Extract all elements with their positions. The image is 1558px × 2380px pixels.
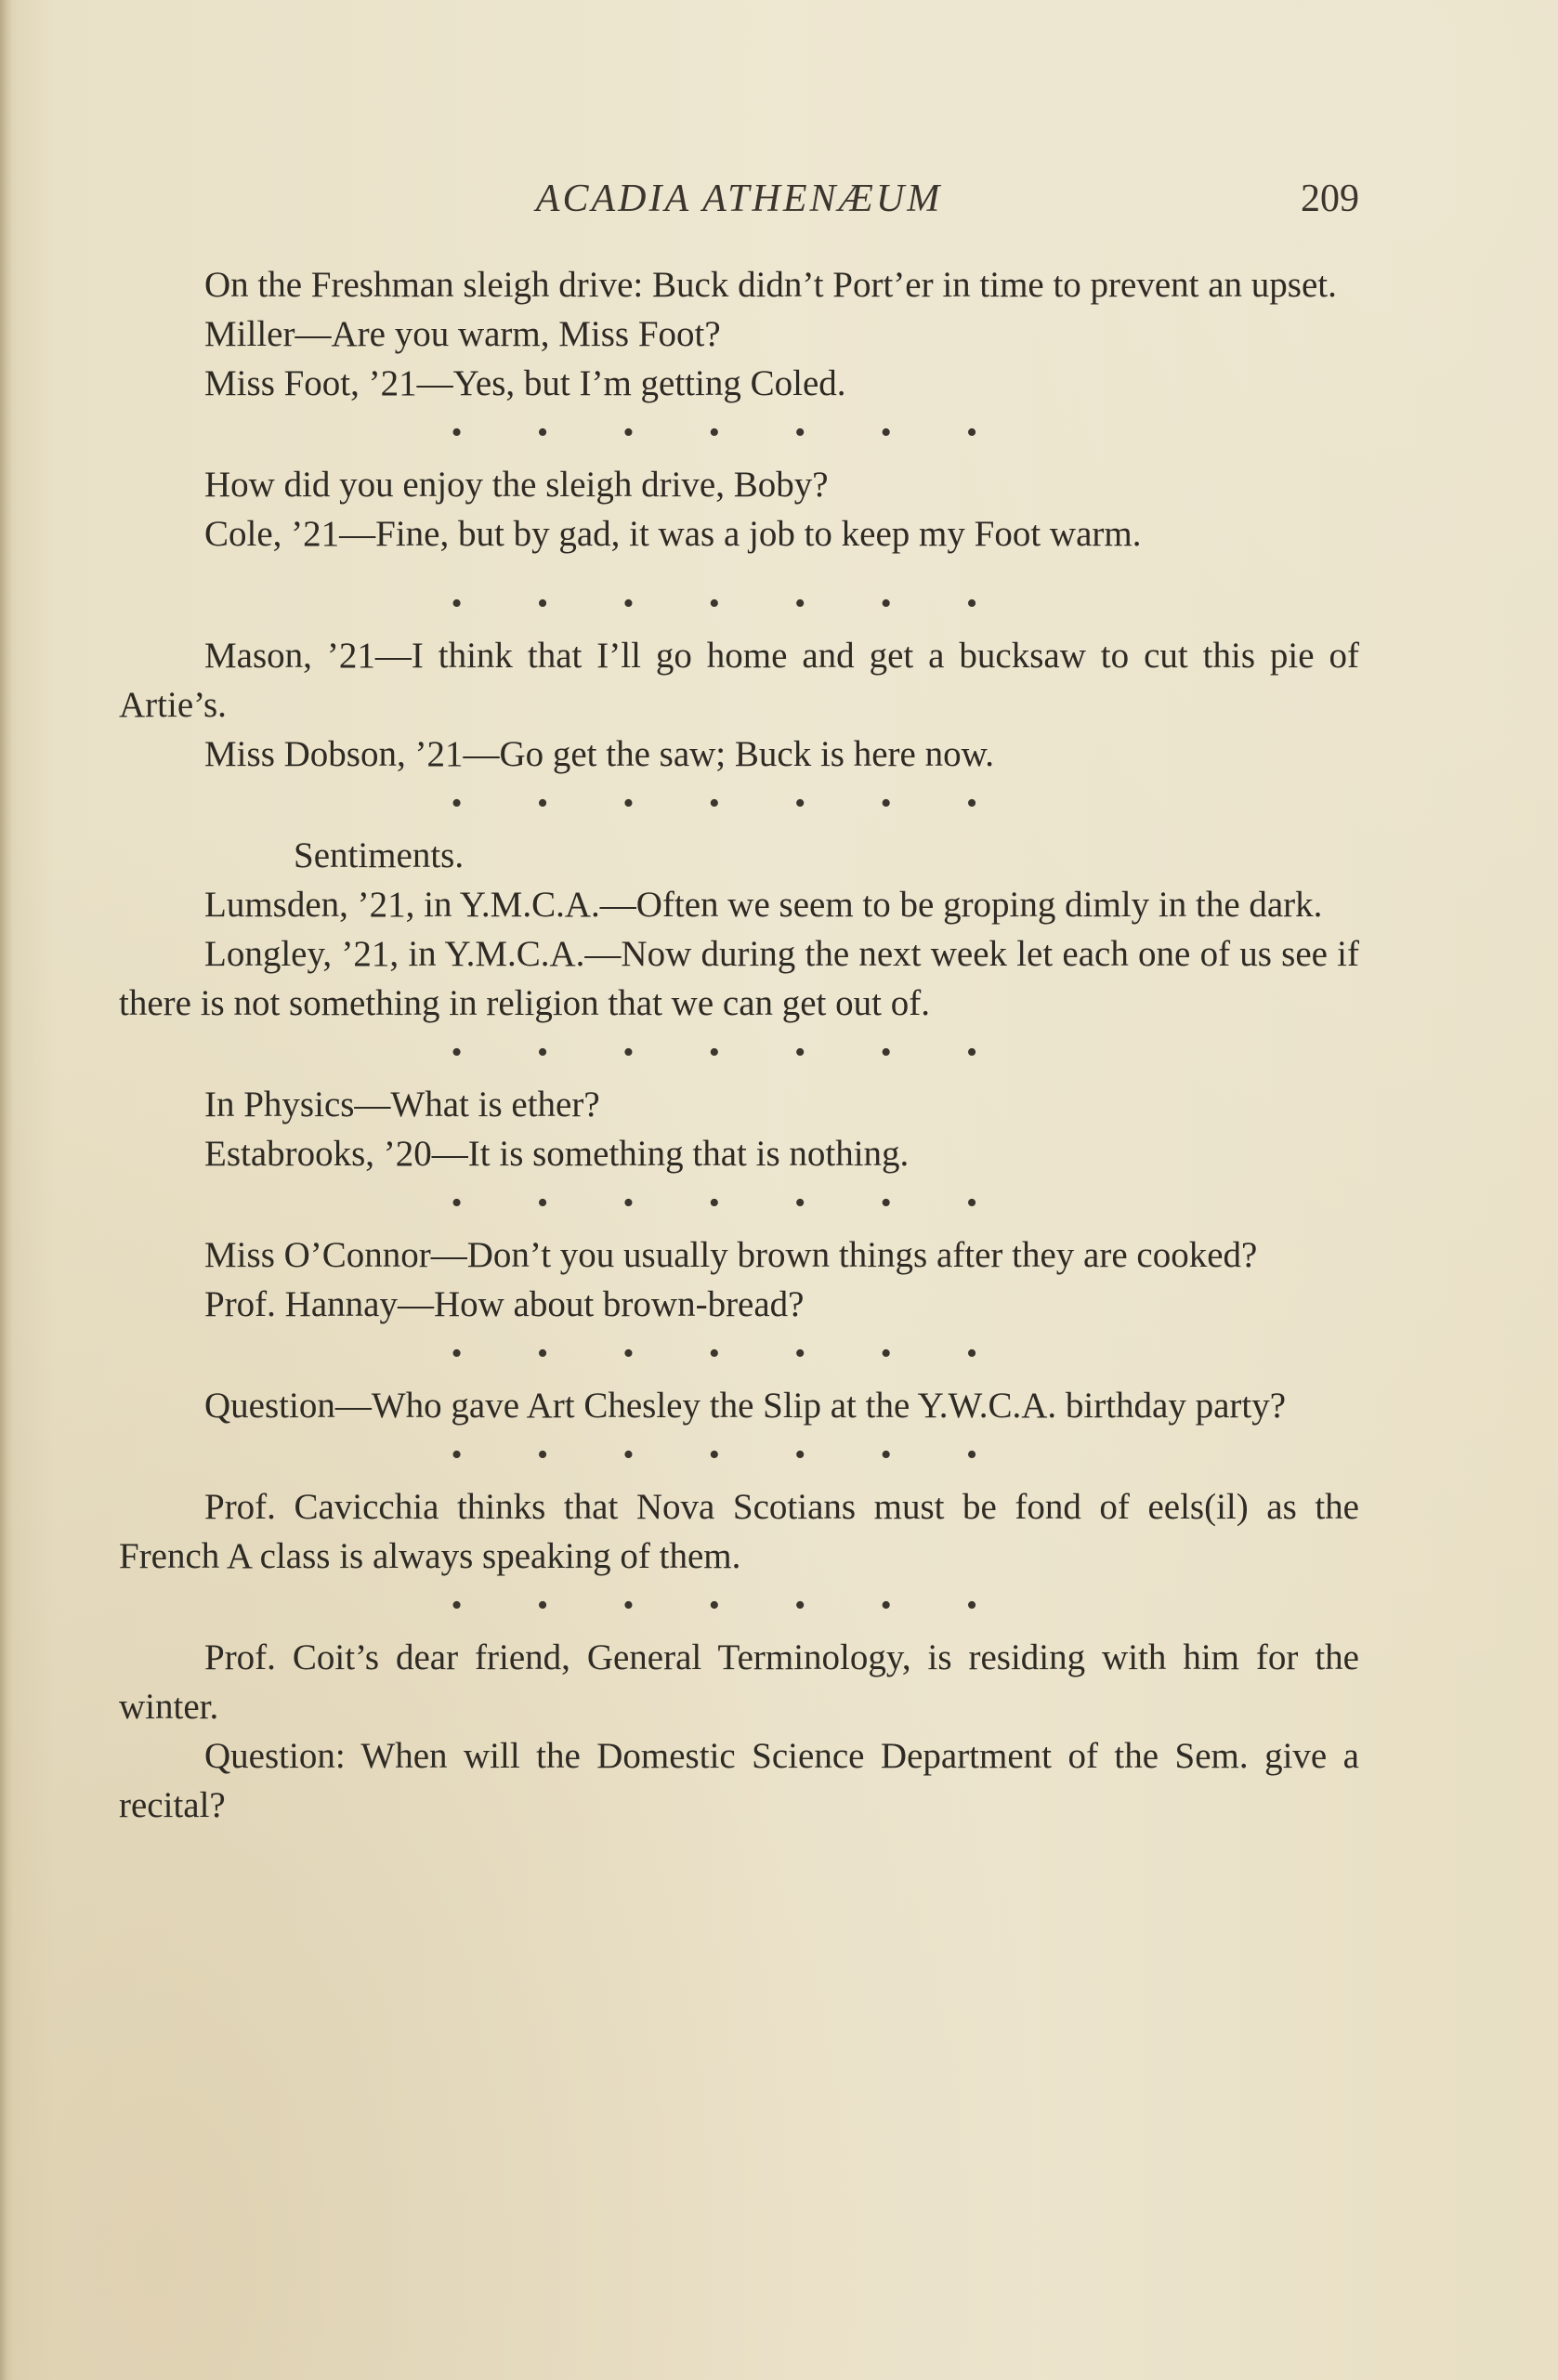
section-separator: • • • • • • • [451,415,1011,450]
page-binding-edge [0,0,13,2380]
paragraph: In Physics—What is ether? [204,1085,600,1124]
paragraph: Miss Foot, ’21—Yes, but I’m getting Coled. [204,363,846,403]
paragraph: Miller—Are you warm, Miss Foot? [204,314,721,354]
paragraph: Prof. Coit’s dear friend, General Terminology, is residing with him for the winter. [119,1637,1359,1727]
paragraph: How did you enjoy the sleigh drive, Boby? [204,465,829,505]
paragraph: Prof. Hannay—How about brown-bread? [204,1284,805,1324]
running-header [119,177,1359,229]
paragraph: Mason, ’21—I think that I’ll go home and get a bucksaw to cut this pie of Artie’s. [119,636,1359,725]
section-separator: • • • • • • • [451,1035,1011,1070]
section-separator: • • • • • • • [451,786,1011,821]
section-separator: • • • • • • • [451,1186,1011,1220]
page-body [119,260,1359,1830]
paragraph: Miss Dobson, ’21—Go get the saw; Buck is here now. [204,734,994,774]
running-title: ACADIA ATHENÆUM [535,178,943,220]
paragraph: Cole, ’21—Fine, but by gad, it was a job to keep my Foot warm. [204,514,1142,554]
paragraph: On the Freshman sleigh drive: Buck didn’t Port’er in time to prevent an upset. [204,265,1337,305]
paragraph: Longley, ’21, in Y.M.C.A.—Now during the next week let each one of us see if there is not something in religion that we can get out of. [119,934,1359,1023]
paragraph: Miss O’Connor—Don’t you usually brown things after they are cooked? [204,1235,1258,1275]
section-separator: • • • • • • • [451,1438,1011,1472]
section-separator: • • • • • • • [451,586,1011,621]
paragraph: Prof. Cavicchia thinks that Nova Scotians must be fond of eels(il) as the French A class is always speaking of them. [119,1487,1359,1576]
paragraph: Estabrooks, ’20—It is something that is nothing. [204,1134,910,1174]
page-number: 209 [1301,178,1359,220]
section-separator: • • • • • • • [451,1336,1011,1371]
paragraph: Question—Who gave Art Chesley the Slip at the Y.W.C.A. birthday party? [204,1386,1287,1426]
paragraph: Lumsden, ’21, in Y.M.C.A.—Often we seem to be groping dimly in the dark. [204,885,1323,925]
paragraph: Question: When will the Domestic Science Department of the Sem. give a recital? [119,1736,1359,1825]
section-heading: Sentiments. [294,835,465,875]
section-separator: • • • • • • • [451,1588,1011,1623]
